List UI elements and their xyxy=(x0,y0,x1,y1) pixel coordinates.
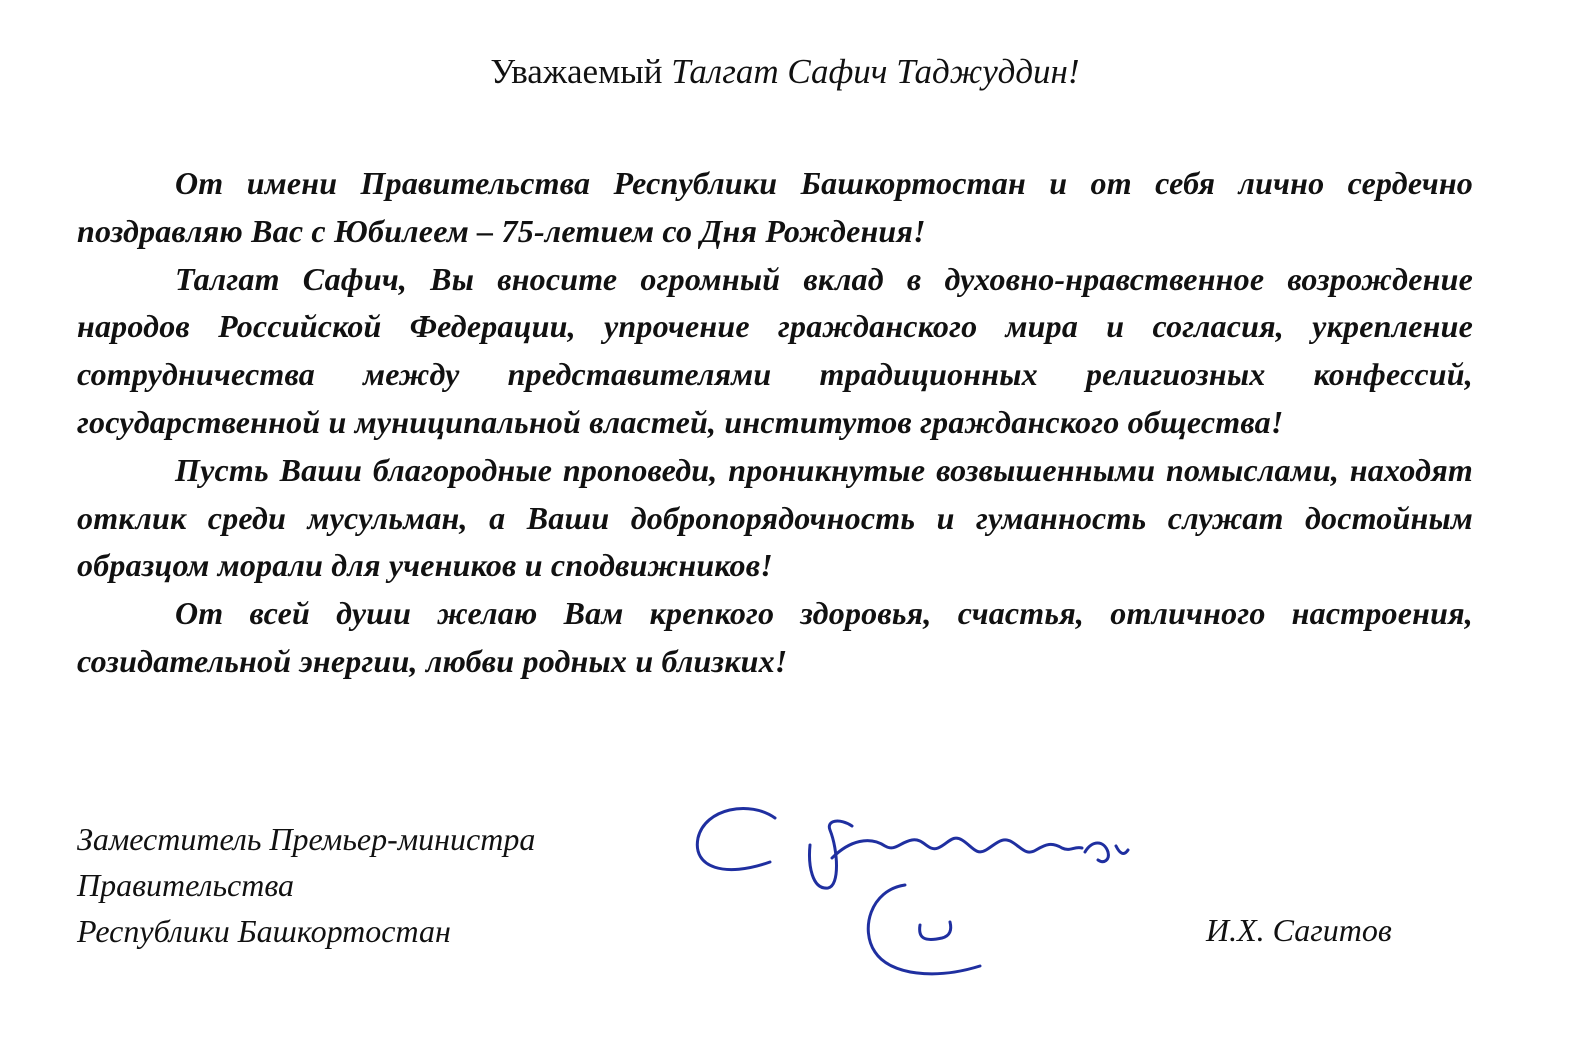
signatory-title-line: Республики Башкортостан xyxy=(77,913,451,949)
signatory-title xyxy=(77,816,535,954)
salutation xyxy=(0,48,1570,96)
salutation-name: Талгат Сафич Таджуддин! xyxy=(671,52,1080,91)
letter-body xyxy=(77,160,1473,686)
salutation-prefix: Уважаемый xyxy=(490,52,663,91)
signature-stroke xyxy=(1116,846,1128,853)
signatory-title-line: Заместитель Премьер-министра xyxy=(77,821,536,857)
signature-stroke xyxy=(832,838,1082,858)
signature-stroke xyxy=(920,922,951,939)
signature-stroke xyxy=(868,885,980,974)
paragraph-wishes: От всей души желаю Вам крепкого здоровья, счастья, отличного настроения, созидательной энергии, любви родных и близких! xyxy=(77,595,1473,679)
signature-stroke xyxy=(810,821,852,888)
signature-stroke xyxy=(697,808,775,869)
paragraph-contribution: Талгат Сафич, Вы вносите огромный вклад в духовно-нравственное возрождение народов Российской Федерации, упрочение гражданского мира и согласия, укрепление сотрудничества между представителями традиционных религиозных конфессий, государственной и муниципальной властей, институтов гражданского общества! xyxy=(77,260,1473,440)
signatory-name: И.Х. Сагитов xyxy=(1206,912,1392,948)
signature-stroke xyxy=(1085,843,1108,862)
paragraph-congratulation: От имени Правительства Республики Башкортостан и от себя лично сердечно поздравляю Вас с Юбилеем – 75-летием со Дня Рождения! xyxy=(77,165,1473,249)
signatory-title-line: Правительства xyxy=(77,867,295,903)
handwritten-signature xyxy=(680,790,1150,1000)
paragraph-sermons: Пусть Ваши благородные проповеди, проникнутые возвышенными помыслами, находят отклик среди мусульман, а Ваши добропорядочность и гуманность служат достойным образцом морали для учеников и сподвижников! xyxy=(77,451,1473,584)
